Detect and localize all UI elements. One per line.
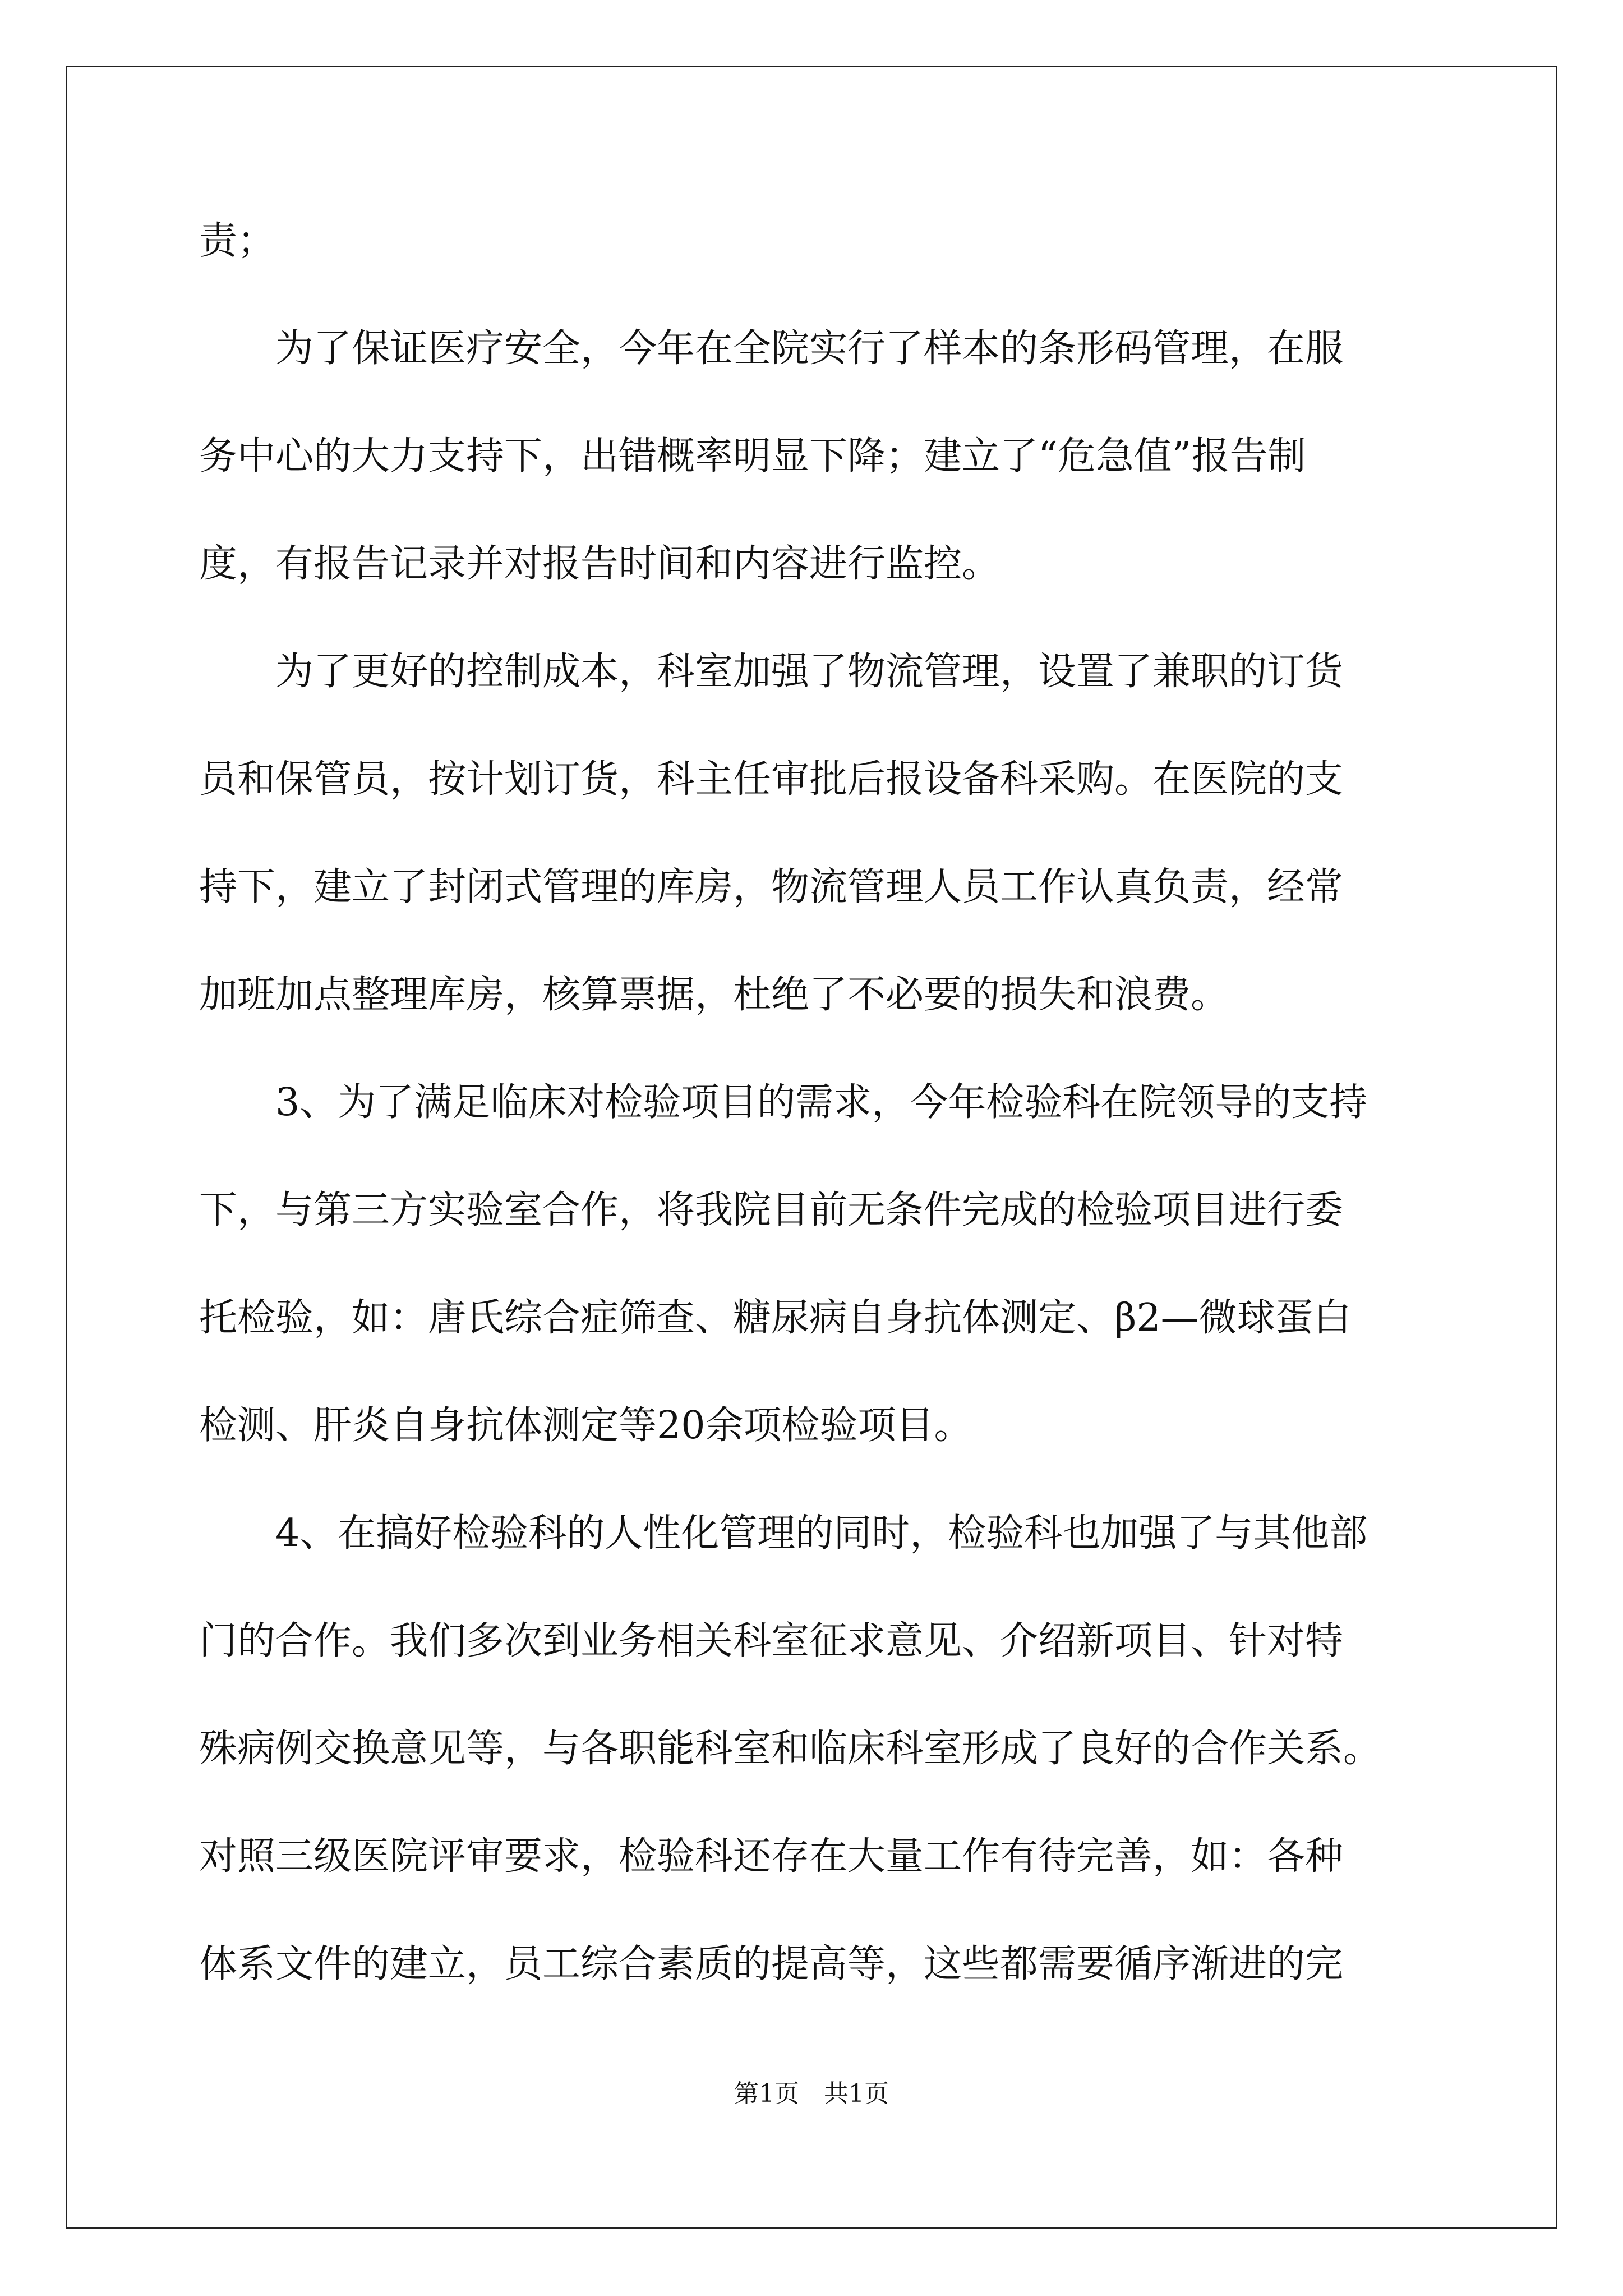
text-line: 3、为了满足临床对检验项目的需求，今年检验科在院领导的支持 (275, 1080, 1368, 1125)
text-line: 持下，建立了封闭式管理的库房，物流管理人员工作认真负责，经常 (199, 865, 1344, 909)
text-line: 为了更好的控制成本，科室加强了物流管理，设置了兼职的订货 (275, 650, 1344, 694)
text-line: 下，与第三方实验室合作，将我院目前无条件完成的检验项目进行委 (199, 1188, 1344, 1232)
text-line: 殊病例交换意见等，与各职能科室和临床科室形成了良好的合作关系。 (199, 1727, 1382, 1771)
text-line: 为了保证医疗安全，今年在全院实行了样本的条形码管理，在服 (275, 326, 1344, 371)
text-line: 员和保管员，按计划订货，科主任审批后报设备科采购。在医院的支 (199, 757, 1344, 802)
text-line: 度，有报告记录并对报告时间和内容进行监控。 (199, 542, 1000, 586)
page-border (66, 66, 1557, 2229)
text-line: 责； (199, 219, 276, 263)
text-line: 体系文件的建立，员工综合素质的提高等，这些都需要循序渐进的完 (199, 1942, 1344, 1986)
text-line: 托检验，如：唐氏综合症筛查、糖尿病自身抗体测定、β2—微球蛋白 (199, 1296, 1352, 1340)
page-number: 第1页 共1页 (734, 2079, 889, 2108)
text-line: 务中心的大力支持下，出错概率明显下降；建立了“危急值”报告制 (199, 434, 1306, 478)
text-line: 4、在搞好检验科的人性化管理的同时，检验科也加强了与其他部 (275, 1511, 1368, 1556)
text-line: 对照三级医院评审要求，检验科还存在大量工作有待完善，如：各种 (199, 1834, 1344, 1879)
text-line: 加班加点整理库房，核算票据，杜绝了不必要的损失和浪费。 (199, 973, 1229, 1017)
text-line: 检测、肝炎自身抗体测定等20余项检验项目。 (199, 1404, 972, 1448)
text-line: 门的合作。我们多次到业务相关科室征求意见、介绍新项目、针对特 (199, 1619, 1344, 1663)
